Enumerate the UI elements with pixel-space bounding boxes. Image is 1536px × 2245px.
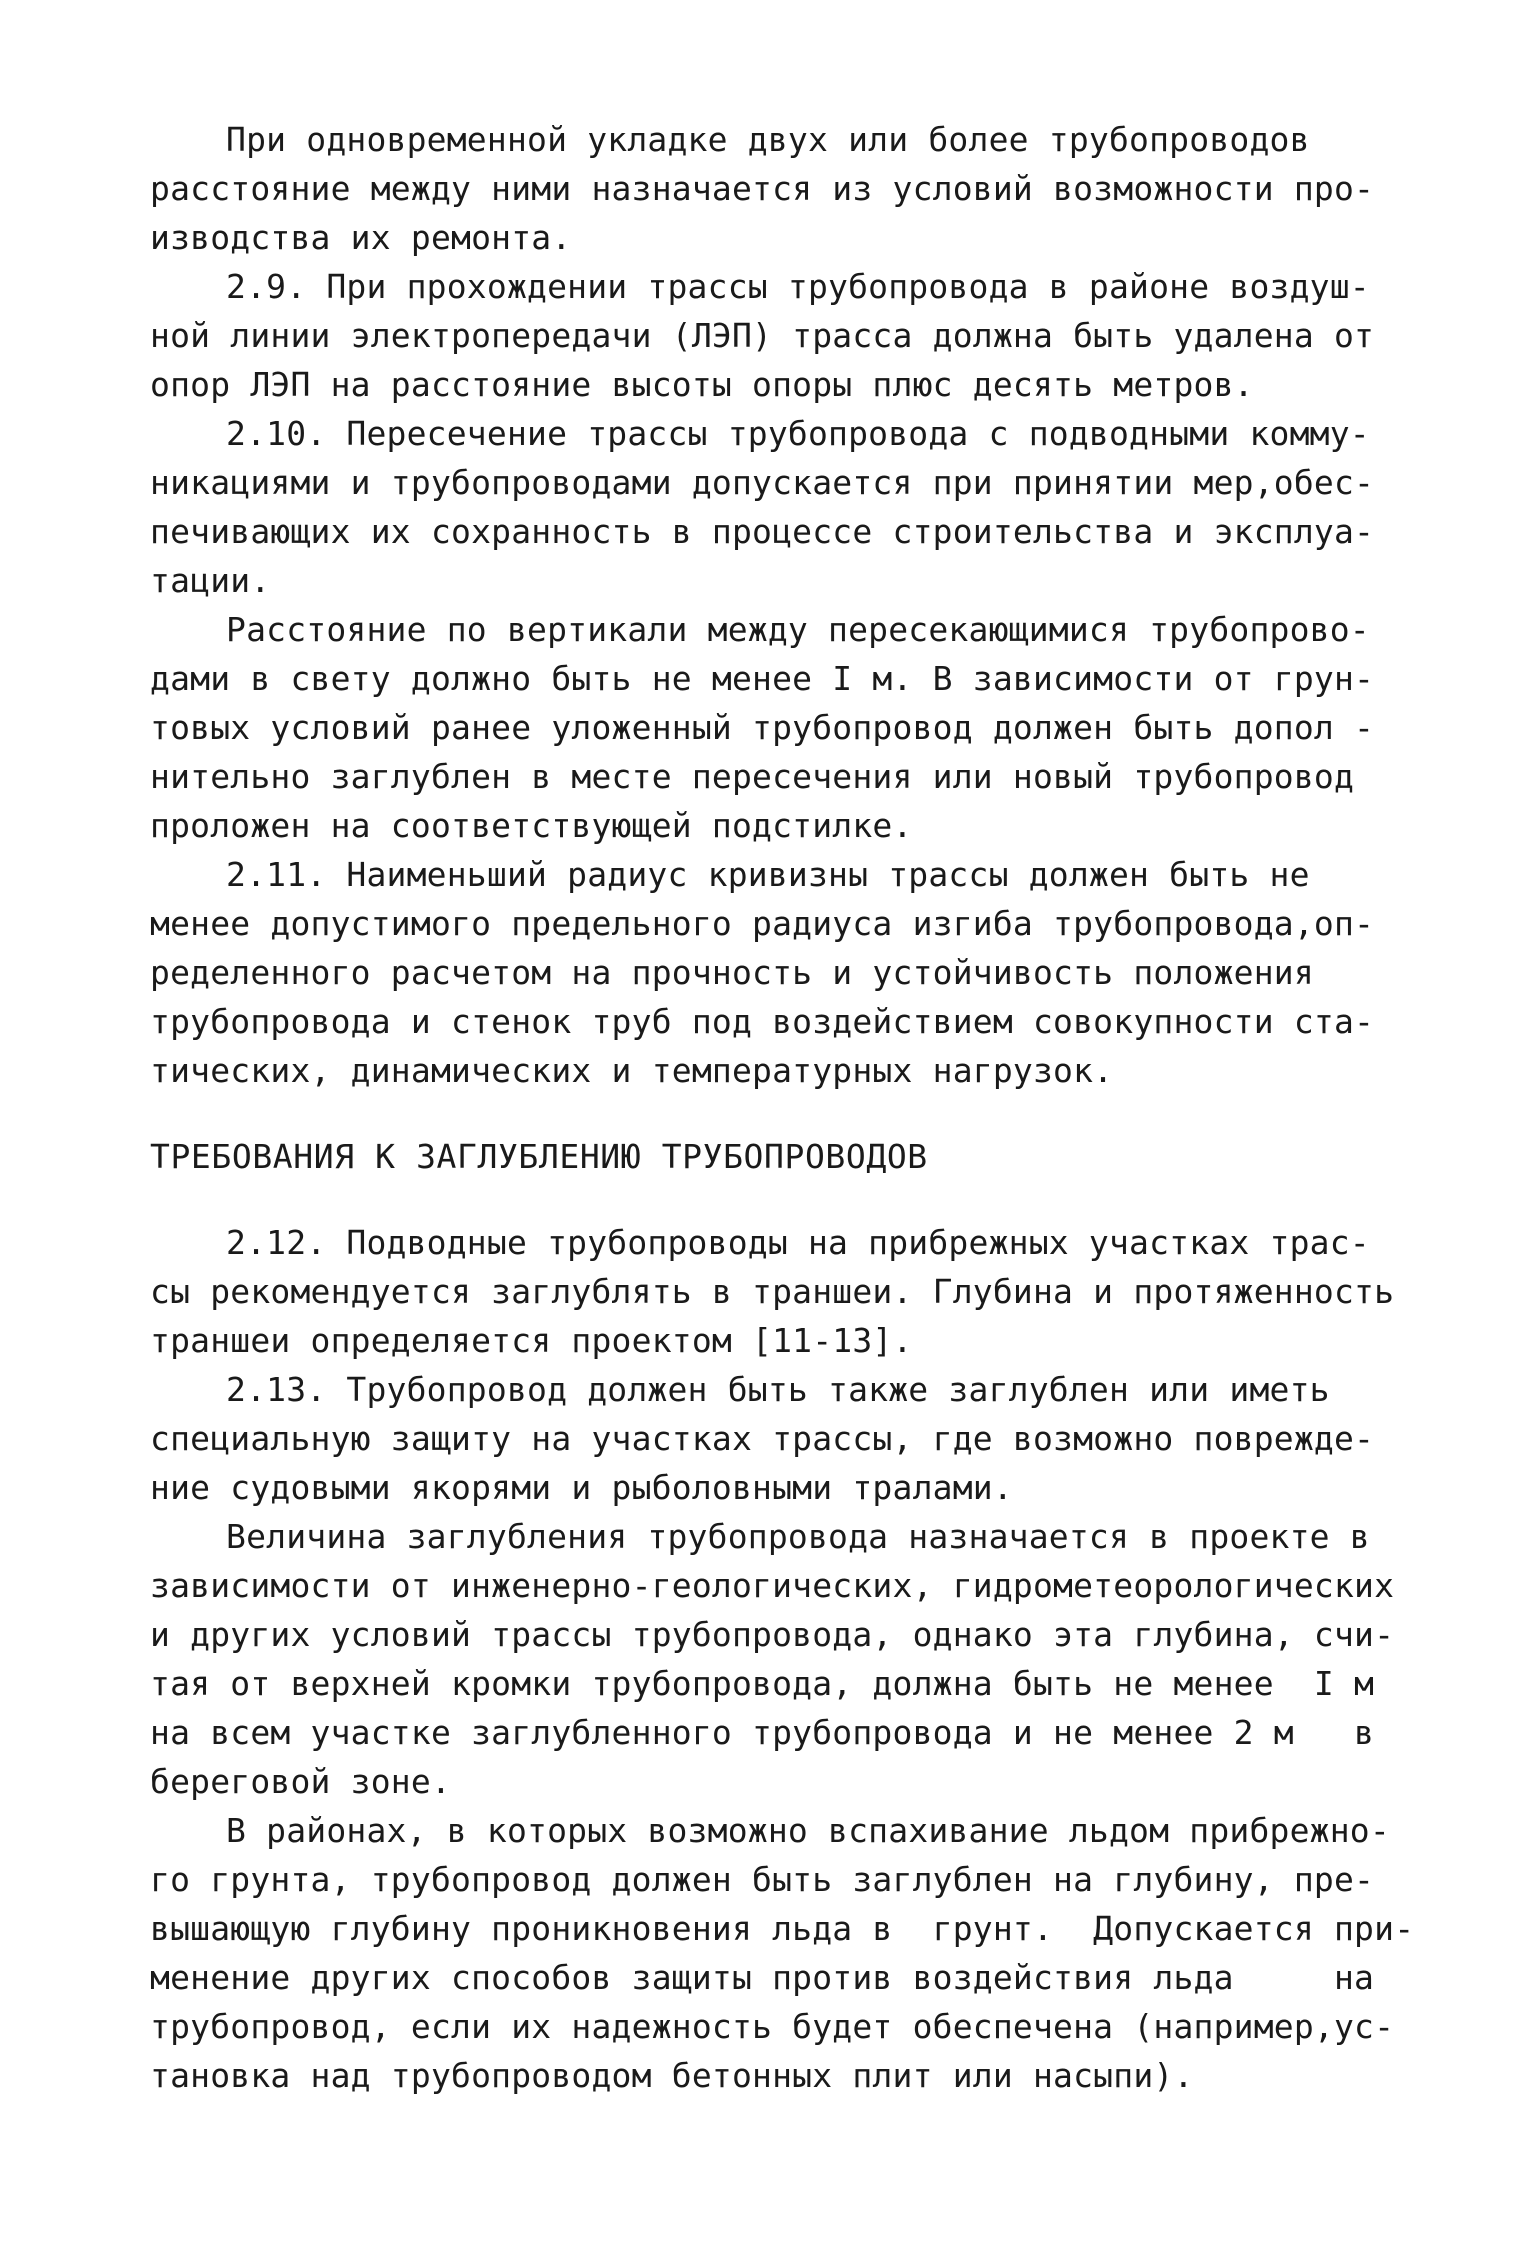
text-line: тических, динамических и температурных нагрузок.	[150, 1051, 1114, 1090]
text-line: В районах, в которых возможно вспахивание льдом прибрежно-	[226, 1811, 1390, 1850]
paragraph-2-10-start: 2.10. Пересечение трассы трубопровода с подводными комму-	[226, 414, 1370, 453]
text-line: тая от верхней кромки трубопровода, должна быть не менее I м	[150, 1664, 1375, 1703]
paragraph-2-11-start: 2.11. Наименьший радиус кривизны трассы должен быть не	[226, 855, 1310, 894]
text-line: береговой зоне.	[150, 1762, 452, 1801]
text-line: При одновременной укладке двух или более трубопроводов	[226, 120, 1310, 159]
text-line: вышающую глубину проникновения льда в грунт. Допускается при-	[150, 1909, 1415, 1948]
text-line: менение других способов защиты против воздействия льда на	[150, 1958, 1375, 1997]
text-line: ной линии электропередачи (ЛЭП) трасса должна быть удалена от	[150, 316, 1375, 355]
text-line: го грунта, трубопровод должен быть заглублен на глубину, пре-	[150, 1860, 1375, 1899]
text-line: ние судовыми якорями и рыболовными тралами.	[150, 1468, 1013, 1507]
text-line: на всем участке заглубленного трубопровода и не менее 2 м в	[150, 1713, 1375, 1752]
text-line: опор ЛЭП на расстояние высоты опоры плюс десять метров.	[150, 365, 1254, 404]
text-line: никациями и трубопроводами допускается при принятии мер,обес-	[150, 463, 1375, 502]
text-line: ределенного расчетом на прочность и устойчивость положения	[150, 953, 1314, 992]
text-line: сы рекомендуется заглублять в траншеи. Глубина и протяженность	[150, 1272, 1395, 1311]
text-line: менее допустимого предельного радиуса изгиба трубопровода,оп-	[150, 904, 1375, 943]
text-line: и других условий трассы трубопровода, однако эта глубина, счи-	[150, 1615, 1395, 1654]
text-line: изводства их ремонта.	[150, 218, 572, 257]
text-line: трубопровода и стенок труб под воздействием совокупности ста-	[150, 1002, 1375, 1041]
text-line: товых условий ранее уложенный трубопровод должен быть допол -	[150, 708, 1375, 747]
text-line: зависимости от инженерно-геологических, гидрометеорологических	[150, 1566, 1395, 1605]
text-line: нительно заглублен в месте пересечения или новый трубопровод	[150, 757, 1355, 796]
text-line: Величина заглубления трубопровода назначается в проекте в	[226, 1517, 1370, 1556]
section-heading: ТРЕБОВАНИЯ К ЗАГЛУБЛЕНИЮ ТРУБОПРОВОДОВ	[150, 1137, 928, 1176]
text-line: траншеи определяется проектом [11-13].	[150, 1321, 913, 1360]
text-line: специальную защиту на участках трассы, где возможно поврежде-	[150, 1419, 1375, 1458]
text-line: тации.	[150, 561, 271, 600]
paragraph-2-13-start: 2.13. Трубопровод должен быть также заглублен или иметь	[226, 1370, 1330, 1409]
text-line: Расстояние по вертикали между пересекающимися трубопрово-	[226, 610, 1370, 649]
text-line: дами в свету должно быть не менее I м. В зависимости от грун-	[150, 659, 1375, 698]
text-line: проложен на соответствующей подстилке.	[150, 806, 913, 845]
text-line: печивающих их сохранность в процессе строительства и эксплуа-	[150, 512, 1375, 551]
paragraph-2-12-start: 2.12. Подводные трубопроводы на прибрежных участках трас-	[226, 1223, 1370, 1262]
text-line: расстояние между ними назначается из условий возможности про-	[150, 169, 1375, 208]
text-line: тановка над трубопроводом бетонных плит или насыпи).	[150, 2056, 1194, 2095]
text-line: трубопровод, если их надежность будет обеспечена (например,ус-	[150, 2007, 1395, 2046]
paragraph-2-9-start: 2.9. При прохождении трассы трубопровода в районе воздуш-	[226, 267, 1370, 306]
